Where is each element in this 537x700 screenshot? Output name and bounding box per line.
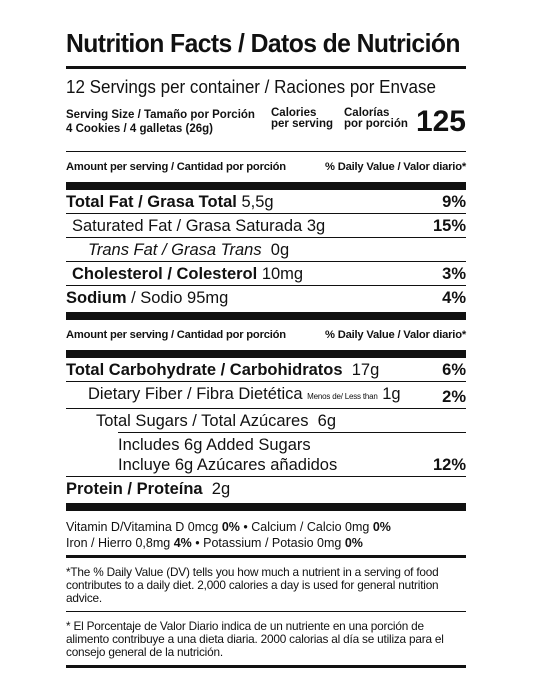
amount-header-right: % Daily Value / Valor diario* bbox=[325, 161, 466, 173]
nutrient-row-dietary-fiber bbox=[66, 382, 466, 408]
thick-divider bbox=[66, 350, 466, 358]
nutrient-amount: / Sodio 95mg bbox=[131, 289, 229, 307]
serving-size-section bbox=[66, 105, 466, 151]
nutrient-row-saturated-fat bbox=[66, 214, 466, 237]
nutrient-amount: 17g bbox=[351, 361, 380, 379]
nutrient-name: Total Fat / Grasa Total bbox=[66, 193, 237, 211]
iron: Iron / Hierro 0,8mg bbox=[66, 536, 171, 550]
amount-header bbox=[66, 152, 466, 182]
nutrient-name: Total Carbohydrate / Carbohidratos bbox=[66, 361, 343, 379]
footnote-english: *The % Daily Value (DV) tells you how much a nutrient in a serving of food contributes to a daily diet. 2,000 calories a day is used for general nutrition advice. bbox=[66, 565, 439, 605]
thick-divider bbox=[66, 503, 466, 511]
nutrient-name: Saturated Fat / Grasa Saturada bbox=[72, 217, 303, 235]
daily-value: 6% bbox=[442, 361, 466, 379]
potassium: • Potassium / Potasio 0mg bbox=[195, 536, 342, 550]
nutrient-amount: 0g bbox=[270, 241, 290, 259]
less-than-note: Menos de/ Less than bbox=[307, 392, 378, 401]
potassium-dv: 0% bbox=[344, 536, 363, 550]
daily-value: 2% bbox=[442, 388, 466, 406]
vitamin-d-dv: 0% bbox=[221, 520, 240, 534]
serving-size-label: Serving Size / Tamaño por Porción bbox=[66, 109, 255, 121]
divider bbox=[66, 665, 466, 668]
amount-header-left: Amount per serving / Cantidad por porción bbox=[66, 161, 286, 173]
nutrient-row-protein bbox=[66, 477, 466, 500]
calories-es-line2: por porción bbox=[344, 118, 408, 130]
calories-es-line1: Calorías bbox=[344, 107, 390, 119]
nutrient-name: Total Sugars / Total Azúcares bbox=[96, 412, 309, 430]
vitamins-line-2 bbox=[66, 535, 466, 551]
added-sugars-en: Includes 6g Added Sugars bbox=[118, 436, 311, 454]
nutrient-row-cholesterol bbox=[66, 262, 466, 285]
calories-label-en bbox=[271, 108, 333, 130]
daily-value: 4% bbox=[442, 289, 466, 307]
nutrient-row-sodium bbox=[66, 286, 466, 309]
vitamin-d: Vitamin D/Vitamina D 0mcg bbox=[66, 520, 219, 534]
nutrient-name: Trans Fat / Grasa Trans bbox=[88, 241, 262, 259]
calories-en-line1: Calories bbox=[271, 107, 317, 119]
nutrient-row-added-sugars bbox=[66, 433, 466, 476]
calories-value: 125 bbox=[415, 105, 466, 138]
calcium-dv: 0% bbox=[372, 520, 391, 534]
daily-value: 9% bbox=[442, 193, 466, 211]
serving-size-value: 4 Cookies / 4 galletas (26g) bbox=[66, 123, 214, 135]
nutrient-amount: 10mg bbox=[261, 265, 304, 283]
calcium: • Calcium / Calcio 0mg bbox=[243, 520, 370, 534]
nutrient-row-total-fat bbox=[66, 190, 466, 213]
servings-per-container: 12 Servings per container / Raciones por Envase bbox=[66, 76, 436, 97]
label-title: Nutrition Facts / Datos de Nutrición bbox=[66, 28, 460, 58]
amount-header-left: Amount per serving / Cantidad por porción bbox=[66, 329, 286, 341]
amount-header bbox=[66, 320, 466, 350]
amount-header-right: % Daily Value / Valor diario* bbox=[325, 329, 466, 341]
added-sugars-es: Incluye 6g Azúcares añadidos bbox=[118, 456, 338, 474]
vitamins-section bbox=[66, 511, 466, 555]
nutrient-name: Dietary Fiber / Fibra Dietética bbox=[88, 385, 303, 403]
calories-en-line2: per serving bbox=[271, 118, 333, 130]
vitamins-line-1 bbox=[66, 519, 466, 535]
iron-dv: 4% bbox=[173, 536, 192, 550]
daily-value: 12% bbox=[432, 456, 466, 474]
daily-value: 15% bbox=[432, 217, 466, 235]
thick-divider bbox=[66, 182, 466, 190]
divider bbox=[66, 66, 466, 69]
daily-value: 3% bbox=[442, 265, 466, 283]
thick-divider bbox=[66, 312, 466, 320]
nutrient-amount: 2g bbox=[211, 480, 231, 498]
nutrient-row-trans-fat bbox=[66, 238, 466, 261]
nutrient-name: Cholesterol / Colesterol bbox=[72, 265, 258, 283]
nutrient-row-total-sugars bbox=[66, 409, 466, 432]
nutrient-name: Protein / Proteína bbox=[66, 480, 203, 498]
serving-size bbox=[66, 108, 255, 136]
nutrient-amount: 6g bbox=[317, 412, 337, 430]
calories-label-es bbox=[344, 108, 408, 130]
nutrition-label bbox=[66, 26, 466, 668]
nutrient-amount: 3g bbox=[306, 217, 326, 235]
nutrient-amount: 5,5g bbox=[241, 193, 274, 211]
footnote-spanish: * El Porcentaje de Valor Diario indica de un nutriente en una porción de alimento contribuye a una dieta diaria. 2000 calorias al día se utiliza para el consejo general de la nutrición. bbox=[66, 619, 444, 659]
nutrient-row-total-carbohydrate bbox=[66, 358, 466, 381]
nutrient-name: Sodium bbox=[66, 289, 127, 307]
nutrient-amount: 1g bbox=[382, 385, 401, 403]
